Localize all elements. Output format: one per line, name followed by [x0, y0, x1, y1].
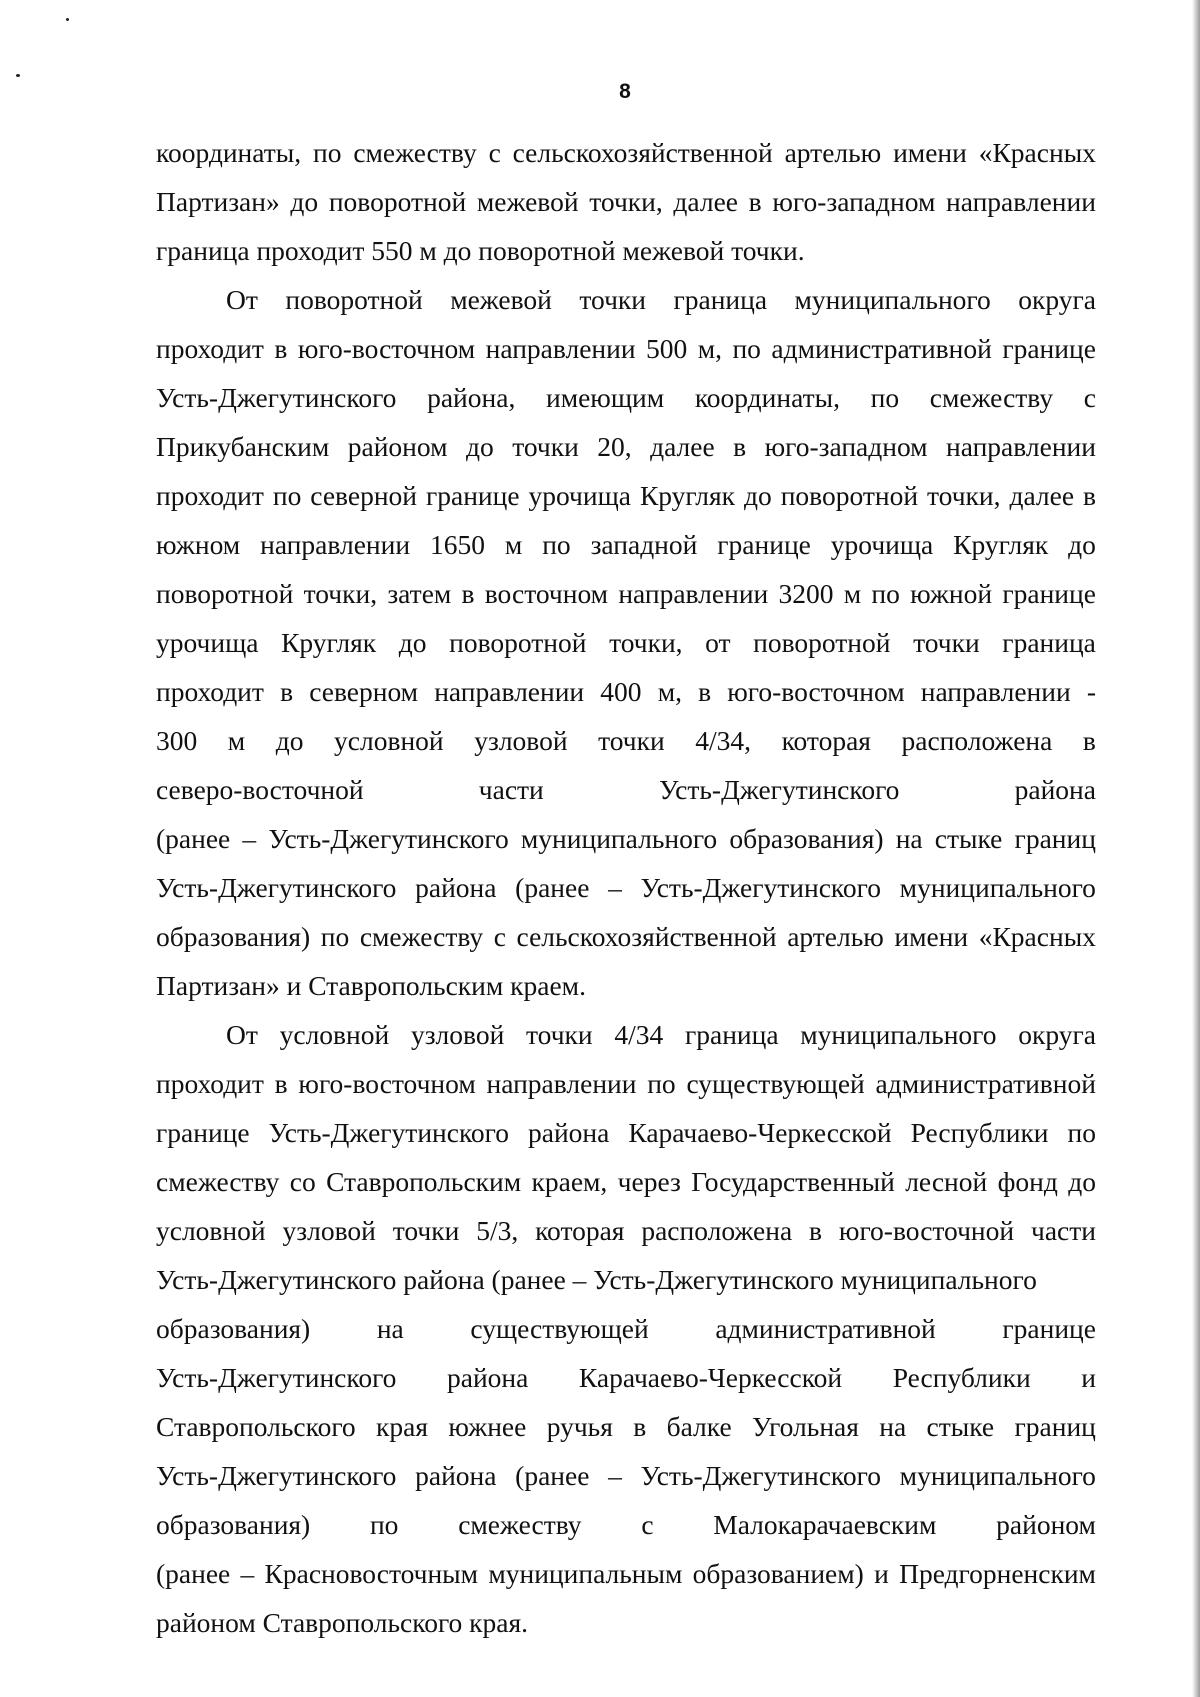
text-word: Усть-Джегутинского района (ранее – Усть-Джегутинского муниципального [156, 1264, 1037, 1295]
text-word: 500 [646, 333, 688, 364]
text-line [156, 324, 1096, 373]
text-word: северной [310, 480, 418, 511]
text-word: муниципального [899, 1460, 1096, 1491]
text-word: сельскохозяйственной [516, 921, 777, 952]
text-word: Партизан» и Ставропольским краем. [156, 970, 586, 1001]
scan-speck [66, 18, 69, 21]
text-word: границ [1014, 823, 1096, 854]
text-word: района [528, 1117, 610, 1148]
text-word: до [465, 431, 494, 462]
text-word: От [226, 1019, 258, 1050]
text-word: образования) [156, 1313, 311, 1344]
text-word: части [1031, 1215, 1096, 1246]
text-word: 400 [600, 676, 642, 707]
text-word: района [415, 1460, 497, 1491]
text-word: поворотной [449, 627, 587, 658]
text-word: образованием) [692, 1558, 864, 1589]
text-line [156, 1451, 1096, 1500]
text-word: проходит [156, 480, 264, 511]
text-word: – [608, 872, 622, 903]
text-word: по [272, 480, 302, 511]
text-word: района, [427, 382, 516, 413]
text-word: до [275, 725, 304, 756]
text-word: и [1081, 1362, 1096, 1393]
text-word: муниципальным [488, 1558, 683, 1589]
text-word: узловой [282, 1215, 376, 1246]
text-word: до [290, 186, 319, 217]
text-word: направлении [946, 431, 1096, 462]
text-word: на [895, 823, 923, 854]
text-word: м, [657, 676, 682, 707]
text-word: муниципального [899, 872, 1096, 903]
text-line [156, 275, 1096, 324]
text-word: образования) [729, 823, 884, 854]
text-word: по [313, 137, 342, 168]
text-word: 4/34, [695, 725, 752, 756]
text-word: направлении [260, 529, 411, 560]
text-word: в [274, 1068, 288, 1099]
text-line [156, 1010, 1096, 1059]
text-word: (ранее [515, 1460, 590, 1491]
text-word: м [227, 725, 246, 756]
text-word: Малокарачаевским [713, 1509, 937, 1540]
text-word: северо-восточной [156, 774, 364, 805]
text-word: по [1067, 1117, 1096, 1148]
text-word: Усть-Джегутинского [268, 823, 509, 854]
text-word: Ставропольского [156, 1411, 356, 1442]
text-word: поворотной [780, 480, 919, 511]
text-word: границ [1014, 1411, 1096, 1442]
text-word: 300 [156, 725, 198, 756]
text-word: узловой [474, 725, 568, 756]
text-word: Ставропольским [326, 1166, 522, 1197]
text-word: сельскохозяйственной [512, 137, 773, 168]
text-line [156, 765, 1096, 814]
text-word: проходит [156, 676, 264, 707]
text-word: границе [1002, 333, 1096, 364]
text-word: «Красных [978, 921, 1096, 952]
text-word: муниципального [794, 284, 991, 315]
text-word: граница проходит 550 м до поворотной межевой точки. [156, 235, 805, 266]
text-word: существующей [686, 1068, 865, 1099]
text-line [156, 1206, 1096, 1255]
text-word: границе [1002, 1313, 1096, 1344]
text-word: в [809, 1215, 823, 1246]
text-word: межевой [450, 284, 552, 315]
text-word: точки, [589, 186, 663, 217]
text-word: точки [598, 725, 665, 756]
text-line [156, 1059, 1096, 1108]
text-word: в [698, 676, 712, 707]
text-word: проходит [156, 1068, 264, 1099]
text-word: ручья [546, 1411, 613, 1442]
text-word: по [320, 921, 350, 952]
text-line [156, 1304, 1096, 1353]
text-word: в [280, 676, 294, 707]
text-word: южнее [448, 1411, 527, 1442]
text-line [156, 128, 1096, 177]
text-word: координаты, [694, 382, 840, 413]
text-word: северном [309, 676, 419, 707]
text-word: точки, [609, 627, 683, 658]
text-word: имени [894, 921, 969, 952]
text-word: в [748, 186, 762, 217]
text-word: по [871, 578, 900, 609]
text-word: по [870, 382, 900, 413]
text-line [156, 520, 1096, 569]
text-word: Усть-Джегутинского [156, 382, 397, 413]
text-line [156, 618, 1096, 667]
text-word: юго-западном [764, 431, 928, 462]
text-line [156, 1402, 1096, 1451]
text-word: (ранее [156, 823, 231, 854]
text-line [156, 716, 1096, 765]
text-word: условной [279, 1019, 390, 1050]
text-word: м, [697, 333, 723, 364]
text-word: районом Ставропольского края. [156, 1607, 529, 1638]
text-word: административной [875, 1068, 1096, 1099]
text-word: (ранее [515, 872, 590, 903]
text-word: юго-восточном [727, 676, 905, 707]
text-word: направлении [486, 1068, 637, 1099]
text-word: границе [1002, 578, 1096, 609]
text-line [156, 1157, 1096, 1206]
text-word: от [705, 627, 731, 658]
text-word: в [1082, 725, 1096, 756]
text-word: лесной [905, 1166, 988, 1197]
text-word: существующей [470, 1313, 649, 1344]
text-word: далее [673, 186, 738, 217]
text-word: точки [512, 431, 579, 462]
text-line [156, 1353, 1096, 1402]
text-word: – [240, 1558, 255, 1589]
text-word: которая [781, 725, 871, 756]
text-word: направлении [920, 676, 1071, 707]
text-word: края [376, 1411, 428, 1442]
text-word: Карачаево-Черкесской [578, 1362, 843, 1393]
text-word: имеющим [545, 382, 665, 413]
text-word: по [647, 1068, 676, 1099]
text-word: смежеству [156, 1166, 280, 1197]
text-word: через [617, 1166, 681, 1197]
text-word: до [1068, 1166, 1096, 1197]
text-word: Партизан» [156, 186, 280, 217]
text-line [156, 373, 1096, 422]
text-word: со [289, 1166, 316, 1197]
text-word: по [542, 529, 571, 560]
text-word: округа [1018, 284, 1096, 315]
text-word: на [376, 1313, 404, 1344]
text-word: 4/34 [614, 1019, 664, 1050]
text-word: Усть-Джегутинского [640, 1460, 881, 1491]
text-word: в [1082, 480, 1096, 511]
text-word: направлении [946, 186, 1096, 217]
text-line [156, 863, 1096, 912]
text-word: границе [425, 480, 520, 511]
text-word: по [732, 333, 761, 364]
text-word: точки [392, 1215, 460, 1246]
text-word: точки, [927, 480, 1001, 511]
text-word: артелью [784, 137, 882, 168]
text-word: м [504, 529, 523, 560]
text-word: смежеству [458, 1509, 582, 1540]
text-word: краем, [531, 1166, 608, 1197]
text-word: артелью [787, 921, 884, 952]
text-word: поворотной [328, 186, 467, 217]
text-word: точки, [303, 578, 378, 609]
text-word: – [242, 823, 257, 854]
text-word: южной [910, 578, 993, 609]
text-word: условной [334, 725, 444, 756]
text-word: района [447, 1362, 529, 1393]
text-word: точки [526, 1019, 593, 1050]
text-word: затем [387, 578, 452, 609]
text-word: стыке [934, 823, 1003, 854]
text-word: 3200 [778, 578, 834, 609]
text-word: граница [673, 284, 768, 315]
text-word: смежеству [359, 921, 484, 952]
text-word: Кругляк [281, 627, 377, 658]
text-word: направлении [434, 676, 585, 707]
text-word: «Красных [978, 137, 1096, 168]
text-word: расположена [901, 725, 1053, 756]
text-word: Государственный [691, 1166, 895, 1197]
document-body [156, 128, 1096, 1647]
text-word: проходит [156, 333, 264, 364]
text-word: Карачаево-Черкесской [628, 1117, 892, 1148]
text-line [156, 961, 1096, 1010]
text-word: юго-восточном [298, 1068, 476, 1099]
text-word: направлении [485, 333, 636, 364]
scan-edge [1192, 0, 1200, 1697]
text-word: направлении [618, 578, 769, 609]
text-word: южном [156, 529, 241, 560]
text-word: граница [684, 1019, 779, 1050]
text-line [156, 422, 1096, 471]
text-line [156, 1108, 1096, 1157]
text-word: граница [1002, 627, 1096, 658]
text-line [156, 1598, 1096, 1647]
text-word: с [641, 1509, 654, 1540]
text-line [156, 471, 1096, 520]
text-line [156, 226, 1096, 275]
text-word: района [1014, 774, 1096, 805]
text-word: Кругляк [639, 480, 736, 511]
text-word: - [1086, 676, 1096, 707]
text-word: далее [1009, 480, 1075, 511]
text-word: 5/3, [476, 1215, 519, 1246]
text-word: Красновосточным [264, 1558, 479, 1589]
text-word: районом [996, 1509, 1096, 1540]
text-word: и [874, 1558, 889, 1589]
text-line [156, 814, 1096, 863]
text-word: до [1068, 529, 1096, 560]
text-word: района [415, 872, 497, 903]
text-word: точки [913, 627, 980, 658]
text-word: (ранее [156, 1558, 231, 1589]
text-word: Усть-Джегутинского [640, 872, 881, 903]
text-word: поворотной [156, 578, 294, 609]
text-word: в [733, 431, 747, 462]
text-word: муниципального [800, 1019, 997, 1050]
text-word: стыке [926, 1411, 995, 1442]
text-word: с [493, 921, 506, 952]
text-word: балке [666, 1411, 732, 1442]
text-word: Усть-Джегутинского [156, 1460, 397, 1491]
text-word: 1650 [429, 529, 485, 560]
text-word: От [226, 284, 258, 315]
text-word: Усть-Джегутинского [658, 774, 900, 805]
text-line [156, 667, 1096, 716]
text-word: Усть-Джегутинского [156, 872, 397, 903]
text-word: Угольная [752, 1411, 859, 1442]
text-line [156, 1549, 1096, 1598]
text-word: урочища [528, 480, 631, 511]
text-word: поворотной [753, 627, 891, 658]
text-word: смежеству [353, 137, 477, 168]
text-word: округа [1018, 1019, 1096, 1050]
text-word: образования) [156, 921, 311, 952]
text-word: Кругляк [953, 529, 1049, 560]
text-word: на [879, 1411, 907, 1442]
text-line [156, 1500, 1096, 1549]
text-word: образования) [156, 1509, 311, 1540]
text-word: части [478, 774, 544, 805]
text-word: поворотной [285, 284, 423, 315]
text-word: фонд [997, 1166, 1058, 1197]
text-word: м [843, 578, 862, 609]
text-word: в [461, 578, 475, 609]
text-word: по [369, 1509, 399, 1540]
text-word: узловой [410, 1019, 505, 1050]
text-word: координаты, [156, 137, 302, 168]
text-word: Республики [892, 1362, 1031, 1393]
text-word: Усть-Джегутинского [156, 1362, 397, 1393]
text-word: Республики [910, 1117, 1049, 1148]
text-word: урочища [830, 529, 934, 560]
text-word: до [398, 627, 427, 658]
text-word: границе [156, 1117, 250, 1148]
text-word: с [1083, 382, 1096, 413]
text-word: далее [650, 431, 715, 462]
text-word: юго-западном [772, 186, 936, 217]
text-line [156, 1255, 1096, 1304]
text-word: Прикубанским [156, 431, 330, 462]
text-word: административной [715, 1313, 936, 1344]
text-word: Предгорненским [899, 1558, 1096, 1589]
text-line [156, 177, 1096, 226]
text-word: условной [156, 1215, 266, 1246]
text-word: имени [893, 137, 967, 168]
text-word: юго-восточной [838, 1215, 1015, 1246]
text-word: которая [535, 1215, 625, 1246]
text-word: восточном [484, 578, 609, 609]
text-word: в [633, 1411, 647, 1442]
text-word: расположена [641, 1215, 793, 1246]
text-line [156, 912, 1096, 961]
text-word: в [274, 333, 288, 364]
text-word: 20, [597, 431, 632, 462]
text-word: административной [771, 333, 992, 364]
text-word: точки [579, 284, 646, 315]
page-number: 8 [619, 80, 631, 103]
text-word: западной [590, 529, 698, 560]
text-word: районом [347, 431, 448, 462]
text-word: – [608, 1460, 622, 1491]
scan-speck [16, 74, 20, 77]
text-word: границе [717, 529, 811, 560]
text-word: до [744, 480, 772, 511]
text-word: с [488, 137, 501, 168]
text-word: юго-восточном [297, 333, 476, 364]
text-word: урочища [156, 627, 259, 658]
text-word: Усть-Джегутинского [268, 1117, 510, 1148]
text-word: межевой [476, 186, 579, 217]
text-word: муниципального [520, 823, 718, 854]
text-line [156, 569, 1096, 618]
text-word: смежеству [929, 382, 1054, 413]
